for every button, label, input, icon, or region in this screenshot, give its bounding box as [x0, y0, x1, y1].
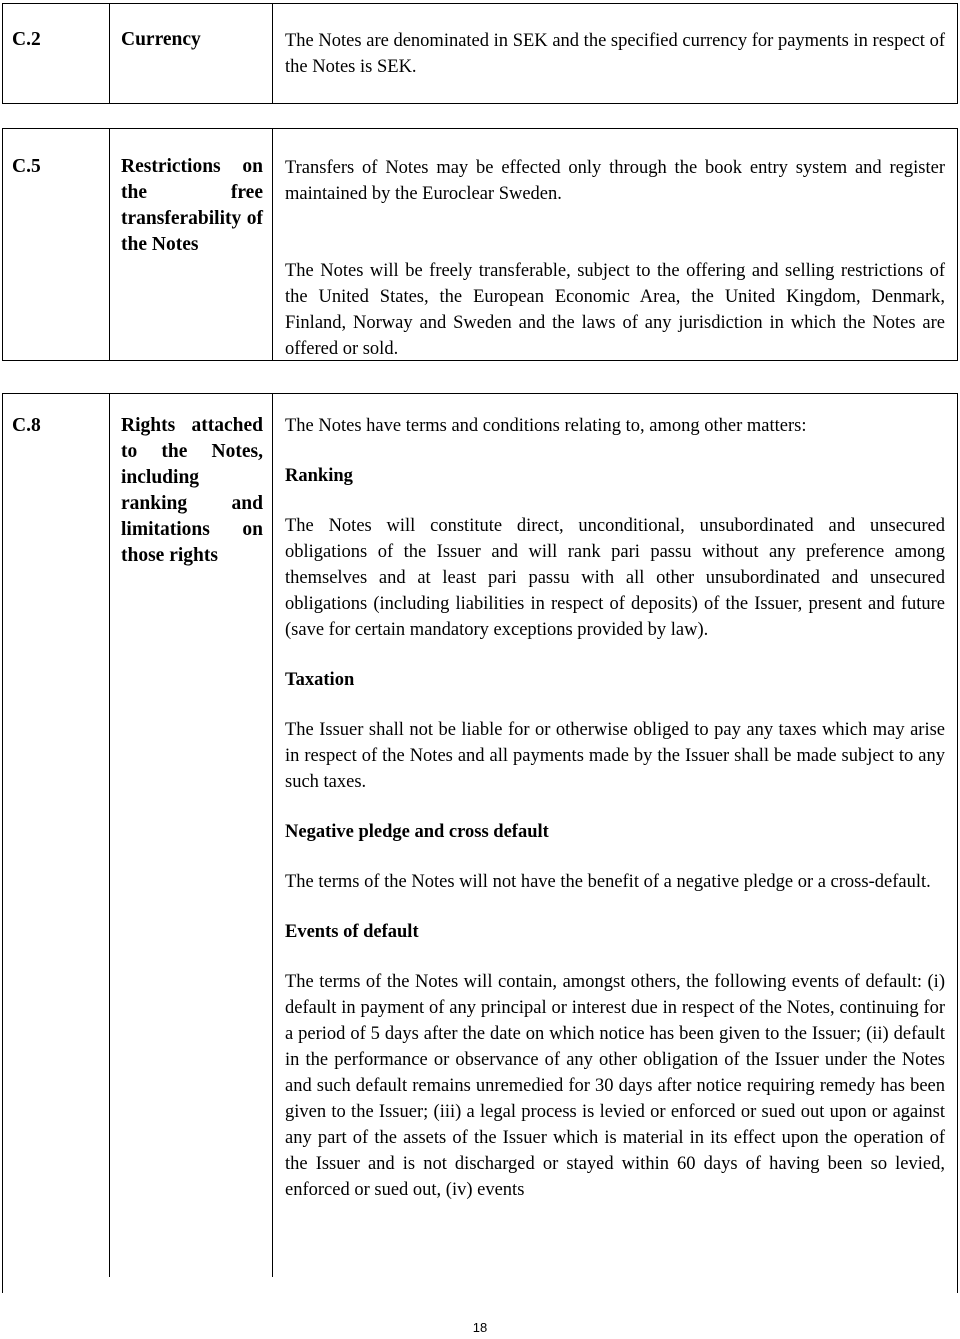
- section-title-events-of-default: Events of default: [285, 922, 419, 942]
- row-c2-divider-2: [272, 3, 273, 104]
- row-c5-paragraph-1: Transfers of Notes may be effected only through the book entry system and register maintained by the Euroclear Sweden.: [285, 158, 945, 204]
- section-text-taxation: The Issuer shall not be liable for or otherwise obliged to pay any taxes which may arise in respect of the Notes and all payments made by the Issuer shall be made subject to any such taxes.: [285, 720, 945, 792]
- row-c2-code: C.2: [12, 29, 41, 50]
- row-c8-body: [285, 413, 945, 1203]
- section-text-events-of-default: The terms of the Notes will contain, amongst others, the following events of default: (i) default in payment of any principal or interest due in respect of the Notes, continuing for a period of 5 days after the date on which notice has been given to the Issuer; (ii) default in the performance or observance of any other obligation of the Issuer under the Notes and such default remains unremedied for 30 days after notice requiring remedy has been given to the Issuer; (iii) a legal process is levied or enforced or sued out upon or against any part of the assets of the Issuer which is material in its effect upon the operation of the Issuer and is not discharged or stayed within 60 days of having been so levied, enforced or sued out, (iv) events: [285, 972, 945, 1200]
- section-text-negative-pledge: The terms of the Notes will not have the benefit of a negative pledge or a cross-default.: [285, 872, 931, 892]
- page-number: 18: [472, 1320, 488, 1335]
- section-title-ranking: Ranking: [285, 466, 353, 486]
- row-c8-intro: The Notes have terms and conditions relating to, among other matters:: [285, 416, 807, 436]
- row-c8-divider-2: [272, 393, 273, 1277]
- row-c8-heading: Rights attached to the Notes, including ranking and limitations on those rights: [121, 415, 263, 566]
- row-c5-heading: Restrictions on the free transferability of the Notes: [121, 156, 263, 255]
- row-c2-paragraph: The Notes are denominated in SEK and the specified currency for payments in respect of the Notes is SEK.: [285, 31, 945, 77]
- section-text-ranking: The Notes will constitute direct, unconditional, unsubordinated and unsecured obligations of the Issuer and will rank pari passu without any preference among themselves and at least pari passu with all other unsubordinated and unsecured obligations (including liabilities in respect of deposits) of the Issuer, present and future (save for certain mandatory exceptions provided by law).: [285, 516, 945, 640]
- section-title-negative-pledge: Negative pledge and cross default: [285, 822, 549, 842]
- row-c8-divider-1: [109, 393, 110, 1277]
- row-c2-body: [285, 28, 945, 80]
- row-c5-divider-2: [272, 128, 273, 361]
- row-c5-body: [285, 155, 945, 362]
- row-c2-divider-1: [109, 3, 110, 104]
- row-c5-paragraph-2: The Notes will be freely transferable, subject to the offering and selling restrictions of the United States, the European Economic Area, the United Kingdom, Denmark, Finland, Norway and Sweden and the laws of any jurisdiction in which the Notes are offered or sold.: [285, 261, 945, 359]
- row-c5-code: C.5: [12, 156, 41, 177]
- row-c5-divider-1: [109, 128, 110, 361]
- section-title-taxation: Taxation: [285, 670, 355, 690]
- row-c8-code: C.8: [12, 415, 41, 436]
- row-c2-heading: Currency: [121, 29, 201, 50]
